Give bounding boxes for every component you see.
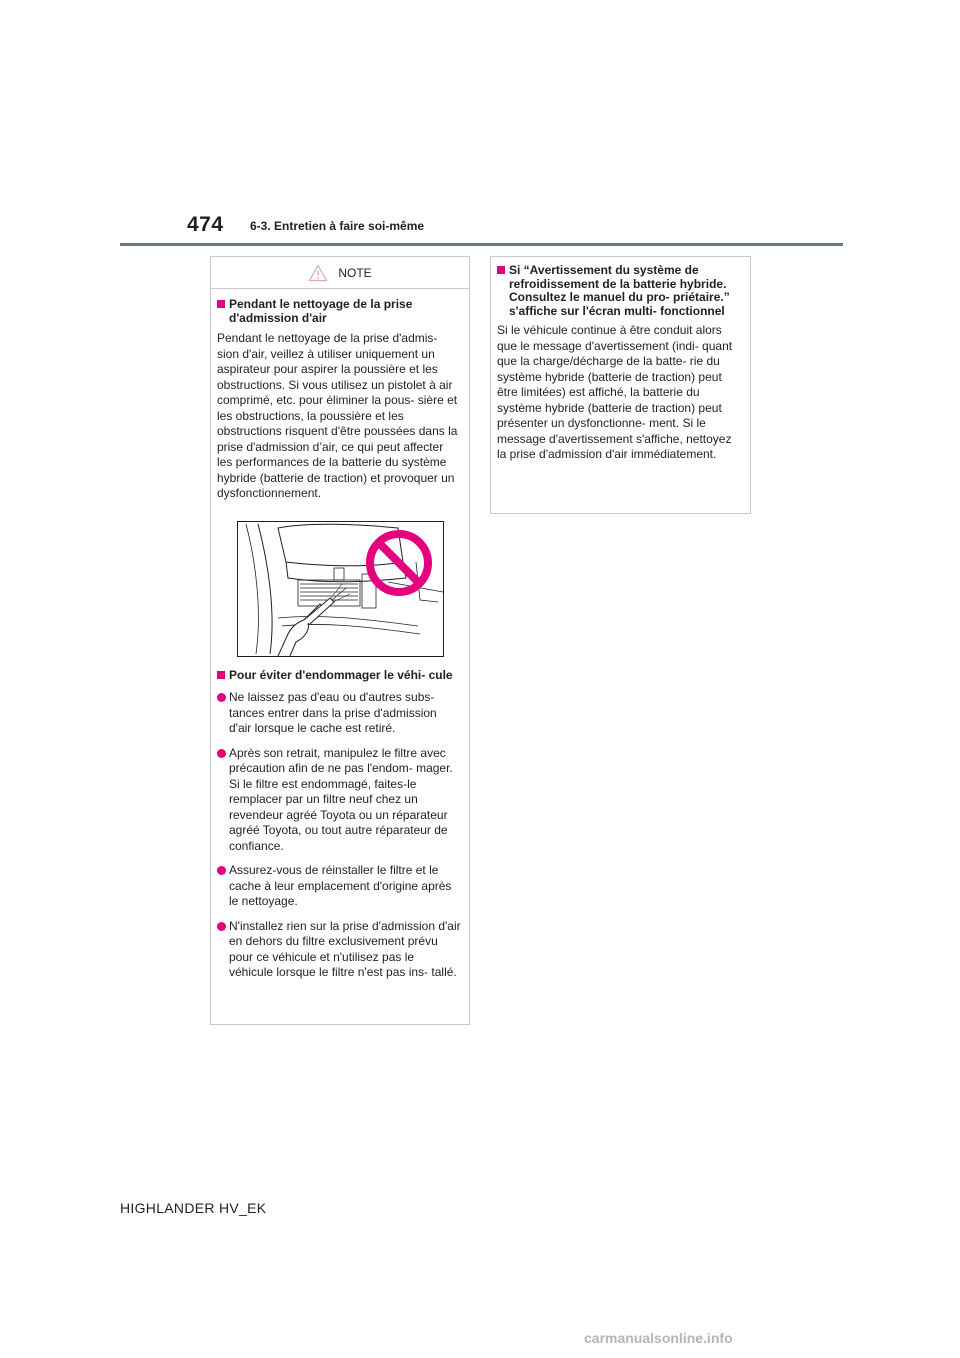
warning-message-paragraph: Si le véhicule continue à être conduit alors que le message d'avertissement (indi- quant que la charge/décharge de la batte- rie du système hybride (batterie de traction) peut être limitées) est affiché, la batterie du système hybride (batterie de traction) peut présenter un dysfonctionne- ment. Si le message d'avertissement s'affiche, nettoyez la prise d'admission d'air immédiatement. — [497, 323, 733, 461]
list-item: N'installez rien sur la prise d'admission d'air en dehors du filtre exclusivement prévu pour ce véhicule et n'utilisez pas le véhicule lorsque le filtre n'est pas ins- tallé. — [211, 919, 461, 981]
round-bullet-icon — [217, 693, 226, 702]
square-bullet-icon — [497, 266, 505, 274]
page-number: 474 — [187, 213, 224, 236]
prohibited-sign-icon — [364, 528, 434, 598]
note-box — [210, 256, 470, 1025]
watermark: carmanualsonline.info — [584, 1330, 733, 1346]
footer-model: HIGHLANDER HV_EK — [120, 1200, 267, 1216]
note-label: NOTE — [338, 265, 372, 280]
round-bullet-icon — [217, 866, 226, 875]
round-bullet-icon — [217, 749, 226, 758]
section-title: 6-3. Entretien à faire soi-même — [250, 219, 425, 233]
note-heading-cleaning: Pendant le nettoyage de la prise d'admission d'air — [211, 298, 463, 325]
warning-triangle-icon — [308, 264, 328, 282]
round-bullet-icon — [217, 922, 226, 931]
note-heading-damage: Pour éviter d'endommager le véhi- cule — [211, 669, 463, 683]
square-bullet-icon — [217, 300, 225, 308]
warning-message-box — [490, 256, 751, 514]
list-item: Ne laissez pas d'eau ou d'autres subs- tances entrer dans la prise d'admission d'air lorsque le cache est retiré. — [211, 690, 461, 737]
note-paragraph-cleaning: Pendant le nettoyage de la prise d'admis- sion d'air, veillez à utiliser uniquement un aspirateur pour aspirer la poussière et les obstructions. Si vous utilisez un pistolet à air comprimé, etc. pour éliminer la pous- sière et les obstructions, la poussière et les obstructions risquent d'être poussées dans la prise d'admission d’air, ce qui peut affecter les performances de la batterie du système hybride (batterie de traction) et provoquer un dysfonctionnement. — [217, 331, 458, 500]
list-item: Après son retrait, manipulez le filtre avec précaution afin de ne pas l'endom- mager. Si le filtre est endommagé, faites-le remplacer par un filtre neuf chez un revendeur agréé Toyota ou un réparateur agréé Toyota, ou tout autre réparateur de confiance. — [211, 746, 461, 855]
header-rule — [120, 243, 843, 246]
square-bullet-icon — [217, 671, 225, 679]
warning-message-heading: Si “Avertissement du système de refroidissement de la batterie hybride. Consultez le manuel du pro- priétaire.” s'affiche sur l'écran multi- fonctionnel — [491, 264, 744, 318]
air-intake-illustration — [237, 521, 444, 657]
list-item: Assurez-vous de réinstaller le filtre et le cache à leur emplacement d'origine après le nettoyage. — [211, 863, 461, 910]
note-header — [211, 257, 469, 289]
